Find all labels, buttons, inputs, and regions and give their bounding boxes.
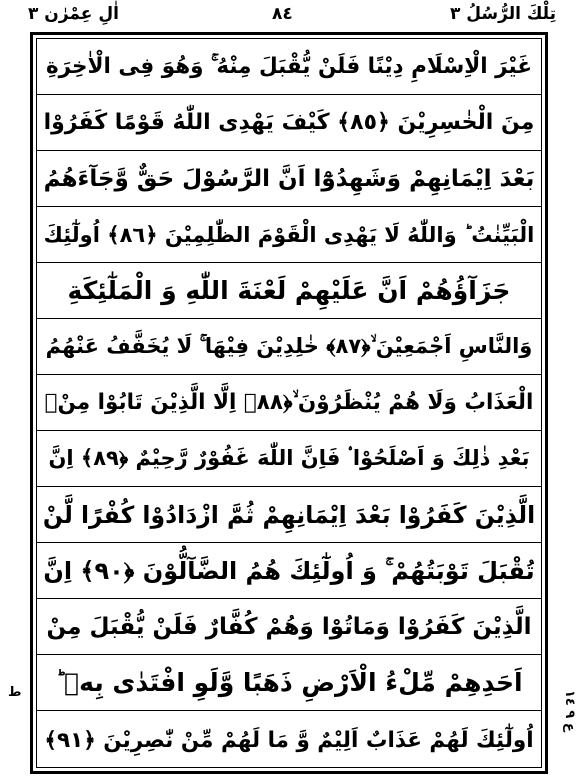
line-text: مِنَ الْخٰسِرِيْنَ ﴿٨٥﴾ كَيْفَ يَهْدِى اللّٰهُ قَوْمًا كَفَرُوْا	[43, 110, 535, 135]
line-text: غَيْرَ الْاِسْلَامِ دِيْنًا فَلَنْ يُّقْبَلَ مِنْهُ ۚ وَهُوَ فِى الْاٰخِرَةِ	[45, 54, 533, 79]
text-area	[36, 38, 542, 768]
line-text: الْعَذَابُ وَلَا هُمْ يُنْظَرُوْنَ ۙ﴿٨٨﴾ اِلَّا الَّذِيْنَ تَابُوْا مِنْۢ	[44, 390, 534, 415]
text-line	[37, 375, 541, 431]
text-line	[37, 207, 541, 263]
text-line	[37, 95, 541, 151]
line-text: اَحَدِهِمْ مِّلْءُ الْاَرْضِ ذَهَبًا وَّلَوِ افْتَدٰى بِهٖ ؕ	[55, 668, 523, 697]
line-text: الْبَيِّنٰتُ ؕ وَاللّٰهُ لَا يَهْدِى الْقَوْمَ الظّٰلِمِيْنَ ﴿٨٦﴾ اُولٰٓئِكَ	[43, 222, 535, 247]
text-line	[37, 711, 541, 769]
ruku-mark: ع ٩ ١٤	[562, 690, 577, 732]
page-frame	[30, 32, 548, 774]
text-line	[37, 263, 541, 319]
text-line	[37, 431, 541, 487]
text-line	[37, 151, 541, 207]
surah-name: اٰلِ عِمْرٰن ٣	[28, 4, 119, 24]
text-line	[37, 599, 541, 655]
line-text: وَالنَّاسِ اَجْمَعِيْنَ ۙ﴿٨٧﴾ خٰلِدِيْنَ فِيْهَا ۚ لَا يُخَفَّفُ عَنْهُمُ	[45, 334, 533, 358]
waqf-mark: ط	[8, 685, 22, 700]
page-header	[28, 0, 556, 30]
text-line	[37, 39, 541, 95]
line-text: جَزَآؤُهُمْ اَنَّ عَلَيْهِمْ لَعْنَةَ اللّٰهِ وَ الْمَلٰٓئِكَةِ	[67, 276, 511, 305]
line-text: تُقْبَلَ تَوْبَتُهُمْ ۚ وَ اُولٰٓئِكَ هُمُ الضَّآلُّوْنَ ﴿٩٠﴾ اِنَّ	[43, 556, 535, 585]
text-line	[37, 655, 541, 711]
line-text: الَّذِيْنَ كَفَرُوْا وَمَاتُوْا وَهُمْ كُفَّارٌ فَلَنْ يُّقْبَلَ مِنْ	[46, 613, 532, 640]
text-line	[37, 543, 541, 599]
juz-name: تِلْكَ الرُّسُلُ ٣	[449, 4, 556, 24]
line-text: بَعْدَ اِيْمَانِهِمْ وَشَهِدُوْٓا اَنَّ الرَّسُوْلَ حَقٌّ وَّجَآءَهُمُ	[43, 165, 535, 192]
text-line	[37, 319, 541, 375]
page-number: ٨٤	[272, 4, 293, 24]
text-line	[37, 487, 541, 543]
line-text: الَّذِيْنَ كَفَرُوْا بَعْدَ اِيْمَانِهِمْ ثُمَّ ازْدَادُوْا كُفْرًا لَّنْ	[42, 500, 536, 529]
line-text: اُولٰٓئِكَ لَهُمْ عَذَابٌ اَلِيْمٌ وَّ مَا لَهُمْ مِّنْ نّٰصِرِيْنَ ﴿٩١﴾	[44, 727, 534, 753]
line-text: بَعْدِ ذٰلِكَ وَ اَصْلَحُوْا ۟ فَاِنَّ اللّٰهَ غَفُوْرٌ رَّحِيْمٌ ﴿٨٩﴾ اِنَّ	[48, 446, 530, 470]
